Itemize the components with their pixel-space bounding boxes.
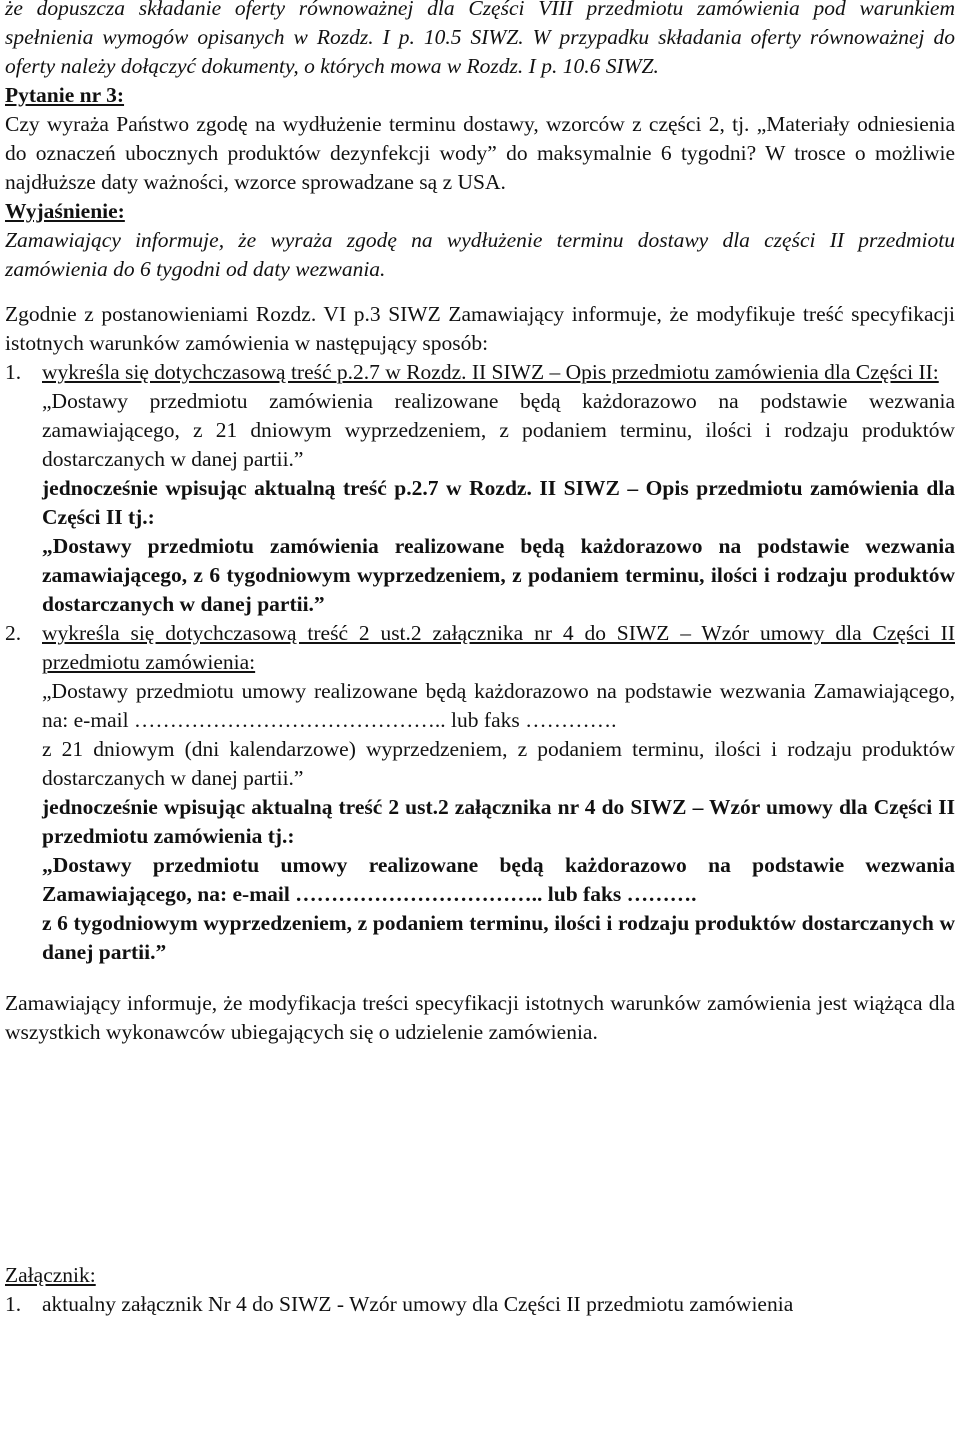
- attachments-heading: Załącznik:: [5, 1263, 96, 1287]
- list-number: 1.: [5, 1292, 22, 1316]
- closing-paragraph: Zamawiający informuje, że modyfikacja treści specyfikacji istotnych warunków zamówienia jest wiążąca dla wszystkich wykonawców ubiegających się o udzielenie zamówienia.: [5, 991, 955, 1044]
- list-number: 2.: [5, 621, 22, 645]
- question-3-text: Czy wyraża Państwo zgodę na wydłużenie terminu dostawy, wzorców z części 2, tj. „Materiały odniesienia do oznaczeń ubocznych produktów dezynfekcji wody” do maksymalnie 6 tygodni? W trosce o możliwie najdłuższe daty ważności, wzorce sprowadzane są z USA.: [5, 112, 955, 194]
- list-number: 1.: [5, 360, 22, 384]
- removal-instruction: wykreśla się dotychczasową treść 2 ust.2 załącznika nr 4 do SIWZ – Wzór umowy dla Części II przedmiotu zamówienia:: [42, 621, 955, 674]
- new-text-part-1: „Dostawy przedmiotu umowy realizowane będą każdorazowo na podstawie wezwania Zamawiającego, na: e-mail …………………………….. lub faks ……….: [42, 853, 955, 906]
- old-text: „Dostawy przedmiotu zamówienia realizowane będą każdorazowo na podstawie wezwania zamawiającego, z 21 dniowym wyprzedzeniem, z podaniem terminu, ilości i rodzaju produktów dostarczanych w danej partii.”: [42, 389, 955, 471]
- modification-item-1: [5, 358, 955, 619]
- explanation-heading: Wyjaśnienie:: [5, 199, 125, 223]
- old-text-part-1: „Dostawy przedmiotu umowy realizowane będą każdorazowo na podstawie wezwania Zamawiającego, na: e-mail …………………………………….. lub faks ………….: [42, 679, 955, 732]
- removal-instruction: wykreśla się dotychczasową treść p.2.7 w Rozdz. II SIWZ – Opis przedmiotu zamówienia dla Części II:: [42, 360, 939, 384]
- document-page: [5, 0, 955, 1319]
- replacement-instruction: jednocześnie wpisując aktualną treść p.2.7 w Rozdz. II SIWZ – Opis przedmiotu zamówienia dla Części II tj.:: [42, 476, 955, 529]
- replacement-instruction: jednocześnie wpisując aktualną treść 2 ust.2 załącznika nr 4 do SIWZ – Wzór umowy dla Części II przedmiotu zamówienia tj.:: [42, 795, 955, 848]
- explanation-text: Zamawiający informuje, że wyraża zgodę na wydłużenie terminu dostawy dla części II przedmiotu zamówienia do 6 tygodni od daty wezwania.: [5, 228, 955, 281]
- attachment-item: [5, 1290, 955, 1319]
- modification-intro: Zgodnie z postanowieniami Rozdz. VI p.3 SIWZ Zamawiający informuje, że modyfikuje treść specyfikacji istotnych warunków zamówienia w następujący sposób:: [5, 302, 955, 355]
- new-text-part-2: z 6 tygodniowym wyprzedzeniem, z podaniem terminu, ilości i rodzaju produktów dostarczanych w danej partii.”: [42, 911, 955, 964]
- modification-item-2: [5, 619, 955, 967]
- old-text-part-2: z 21 dniowym (dni kalendarzowe) wyprzedzeniem, z podaniem terminu, ilości i rodzaju produktów dostarczanych w danej partii.”: [42, 737, 955, 790]
- attachment-text: aktualny załącznik Nr 4 do SIWZ - Wzór umowy dla Części II przedmiotu zamówienia: [42, 1292, 794, 1316]
- new-text: „Dostawy przedmiotu zamówienia realizowane będą każdorazowo na podstawie wezwania zamawiającego, z 6 tygodniowym wyprzedzeniem, z podaniem terminu, ilości i rodzaju produktów dostarczanych w danej partii.”: [42, 534, 955, 616]
- intro-paragraph: że dopuszcza składanie oferty równoważnej dla Części VIII przedmiotu zamówienia pod warunkiem spełnienia wymogów opisanych w Rozdz. I p. 10.5 SIWZ. W przypadku składania oferty równoważnej do oferty należy dołączyć dokumenty, o których mowa w Rozdz. I p. 10.6 SIWZ.: [5, 0, 955, 78]
- question-3-heading: Pytanie nr 3:: [5, 83, 125, 107]
